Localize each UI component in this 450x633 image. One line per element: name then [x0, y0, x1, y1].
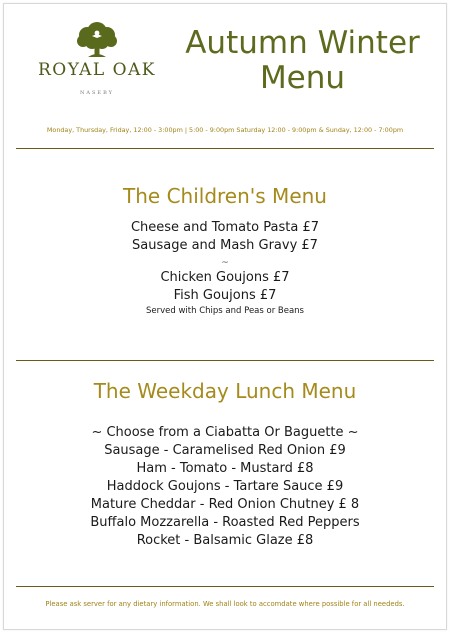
lunch-menu-title: The Weekday Lunch Menu: [93, 379, 357, 403]
opening-hours: Monday, Thursday, Friday, 12:00 - 3:00pm | 5:00 - 9:00pm Saturday 12:00 - 9:00pm & Sunday, 12:00 - 7:00pm: [46, 126, 404, 134]
logo-place: NASEBY: [80, 90, 114, 96]
lunch-menu-list: [16, 424, 434, 550]
title-line-2: Menu: [259, 60, 346, 96]
divider: [16, 360, 434, 361]
logo-name: ROYAL OAK: [37, 60, 157, 80]
menu-subheading: ~ Choose from a Ciabatta Or Baguette ~: [91, 425, 359, 440]
children-menu-title: The Children's Menu: [123, 184, 327, 208]
menu-item: Buffalo Mozzarella - Roasted Red Peppers: [90, 515, 360, 530]
title-line-1: Autumn Winter: [185, 25, 420, 61]
menu-item: Sausage - Caramelised Red Onion £9: [104, 443, 346, 458]
divider: [16, 148, 434, 149]
menu-item: Chicken Goujons £7: [160, 270, 290, 285]
dietary-footer: Please ask server for any dietary information. We shall look to accomdate where possible for all neededs.: [45, 600, 405, 608]
menu-item: Rocket - Balsamic Glaze £8: [136, 533, 314, 548]
children-menu-list: [16, 219, 434, 317]
oak-tree-icon: [74, 20, 120, 58]
menu-item: Cheese and Tomato Pasta £7: [130, 220, 320, 235]
menu-item: Sausage and Mash Gravy £7: [132, 238, 318, 253]
separator-tilde: ~: [221, 258, 229, 268]
menu-item: Ham - Tomato - Mustard £8: [136, 461, 314, 476]
menu-item: Haddock Goujons - Tartare Sauce £9: [106, 479, 344, 494]
royal-oak-logo: [22, 20, 172, 96]
menu-note: Served with Chips and Peas or Beans: [146, 306, 304, 316]
page-title: [170, 26, 435, 96]
divider: [16, 586, 434, 587]
menu-item: Fish Goujons £7: [173, 288, 277, 303]
menu-item: Mature Cheddar - Red Onion Chutney £ 8: [90, 497, 360, 512]
